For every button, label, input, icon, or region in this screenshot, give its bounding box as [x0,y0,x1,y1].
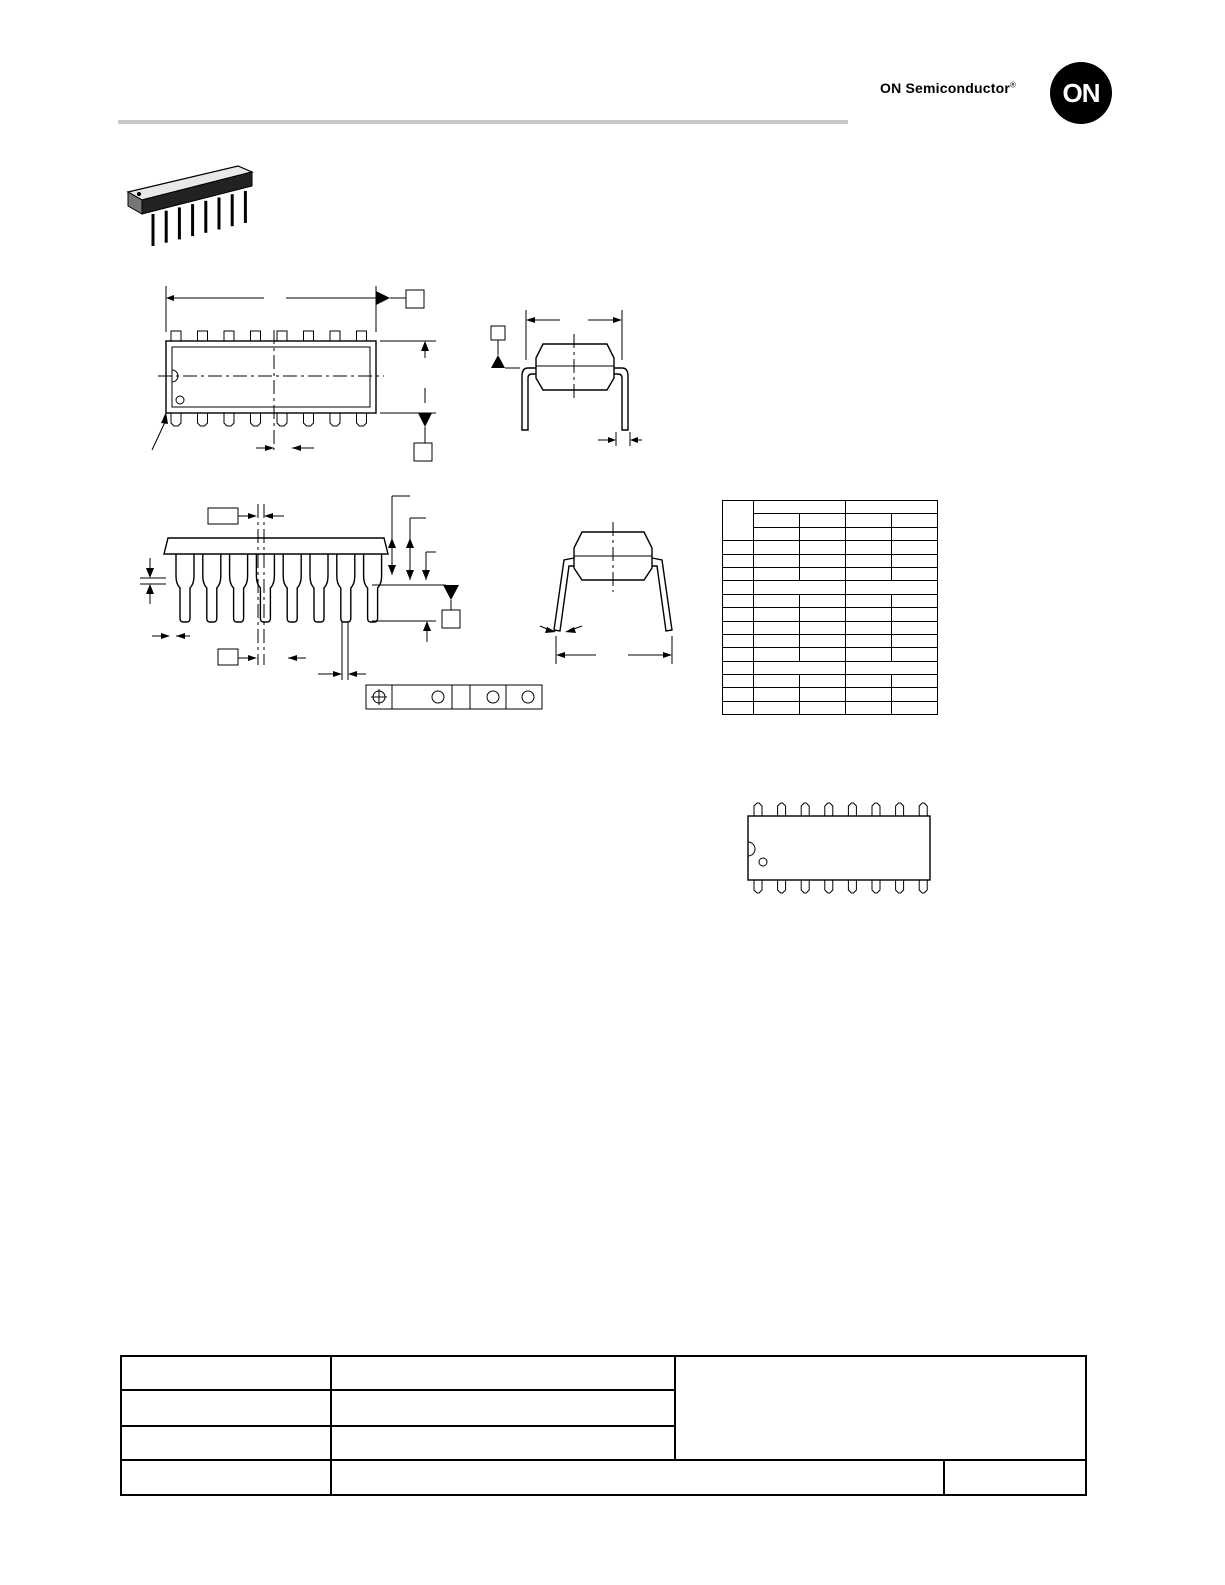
dim-cell [723,541,754,554]
dim-cell [846,527,892,540]
dim-row [723,581,938,594]
title-block-page [944,1460,1086,1495]
dim-cell [723,567,754,580]
title-block-cell [121,1356,331,1390]
pin-bottom [304,413,314,426]
pin-side [364,554,382,622]
dim-cell [800,621,846,634]
dim-cell [723,621,754,634]
dim-row [723,514,938,527]
footprint-pin-top [801,803,809,816]
dim-cell [800,554,846,567]
pin-bottom [330,413,340,426]
dim-cell [723,648,754,661]
footprint-pin-top [848,803,856,816]
title-block-description [675,1356,1086,1460]
dim-row [723,527,938,540]
dim-cell [723,688,754,701]
dim-cell [754,554,800,567]
dim-row [723,675,938,688]
dim-cell [800,527,846,540]
footprint-pin-bottom [778,880,786,893]
package-3d-illustration [128,166,252,246]
footprint-pin-bottom [896,880,904,893]
dim-cell [892,648,938,661]
dim-cell [846,688,892,701]
dim-cell [892,634,938,647]
dim-row [723,594,938,607]
footprint-pin-top [778,803,786,816]
pin-side [337,554,355,622]
dim-cell [800,634,846,647]
dim-cell [846,567,892,580]
dim-cell [723,594,754,607]
pin-bottom [171,413,181,426]
dim-cell [892,567,938,580]
dim-cell [754,501,846,514]
dim-cell [892,594,938,607]
dim-cell [754,541,800,554]
dim-cell [892,675,938,688]
dim-cell [723,701,754,714]
dim-cell [846,648,892,661]
pin-bottom [224,413,234,426]
title-block-cell [121,1390,331,1426]
pin-top [304,331,314,341]
dim-cell [846,675,892,688]
footprint-pin-top [919,803,927,816]
dim-cell [800,514,846,527]
title-block-cell [121,1460,331,1495]
on-logo: ON [1050,62,1112,124]
dim-row [723,621,938,634]
dim-cell [800,688,846,701]
dim-cell [892,608,938,621]
dim-cell [754,594,800,607]
dim-cell [754,514,800,527]
dim-row [723,634,938,647]
dim-cell [723,501,754,541]
dim-cell [723,581,754,594]
dim-row [723,541,938,554]
dim-cell [846,554,892,567]
footprint-pin-top [825,803,833,816]
footprint-pin-bottom [848,880,856,893]
dim-row [723,567,938,580]
dim-cell [846,581,938,594]
dim-cell [846,634,892,647]
dim-row [723,648,938,661]
pin-bottom [251,413,261,426]
dimension-table [722,500,938,715]
dim-cell [800,541,846,554]
dim-cell [754,608,800,621]
footprint-pin-bottom [801,880,809,893]
dim-row [723,701,938,714]
pin-top [224,331,234,341]
footprint-pin-bottom [754,880,762,893]
dim-row [723,501,938,514]
pin-side [256,554,274,622]
footprint-pin-bottom [825,880,833,893]
dim-cell [723,675,754,688]
dim-cell [754,688,800,701]
dim-cell [892,621,938,634]
pin-bottom [277,413,287,426]
dim-cell [892,527,938,540]
pin-side [283,554,301,622]
dim-cell [754,527,800,540]
pin-side [203,554,221,622]
pin-top [357,331,367,341]
dim-cell [892,514,938,527]
side-view [140,496,542,709]
pin-side [230,554,248,622]
pin-top [198,331,208,341]
end-view-top [491,310,642,446]
pin-top [330,331,340,341]
dim-cell [754,675,800,688]
dim-cell [754,567,800,580]
top-view [152,286,436,461]
dim-cell [892,541,938,554]
dim-cell [846,701,892,714]
title-block-cell [331,1356,675,1390]
dim-cell [754,621,800,634]
dim-cell [800,675,846,688]
footprint-pin-top [872,803,880,816]
dim-cell [800,608,846,621]
end-view-bottom [540,522,672,664]
pin-top [171,331,181,341]
dim-cell [723,608,754,621]
dim-cell [846,661,938,674]
pin-bottom [357,413,367,426]
title-block-cell [331,1390,675,1426]
title-block [120,1355,1087,1496]
dim-cell [846,594,892,607]
dim-cell [754,661,846,674]
pin-side [310,554,328,622]
footprint-pin-top [896,803,904,816]
dim-row [723,608,938,621]
title-block-cell [331,1460,944,1495]
dim-cell [846,608,892,621]
dim-cell [892,688,938,701]
footprint-pin-top [754,803,762,816]
dim-cell [754,648,800,661]
pin-bottom [198,413,208,426]
footprint-pin-bottom [919,880,927,893]
dim-row [723,554,938,567]
dim-cell [800,701,846,714]
dim-cell [846,501,938,514]
dim-cell [800,567,846,580]
dim-cell [754,701,800,714]
dim-cell [754,634,800,647]
footprint-pin-bottom [872,880,880,893]
dim-cell [892,554,938,567]
dim-cell [800,648,846,661]
dim-cell [846,621,892,634]
pin-top [277,331,287,341]
title-block-cell [121,1426,331,1460]
dim-row [723,688,938,701]
dim-cell [723,634,754,647]
dim-cell [723,661,754,674]
dim-cell [846,514,892,527]
dim-cell [754,581,846,594]
title-block-cell [331,1426,675,1460]
dim-row [723,661,938,674]
pin-side [176,554,194,622]
dim-cell [892,701,938,714]
dim-cell [800,594,846,607]
dim-cell [723,554,754,567]
dim-cell [846,541,892,554]
brand-name: ON Semiconductor® [880,80,1017,96]
pin-top [251,331,261,341]
package-footprint [748,803,930,893]
